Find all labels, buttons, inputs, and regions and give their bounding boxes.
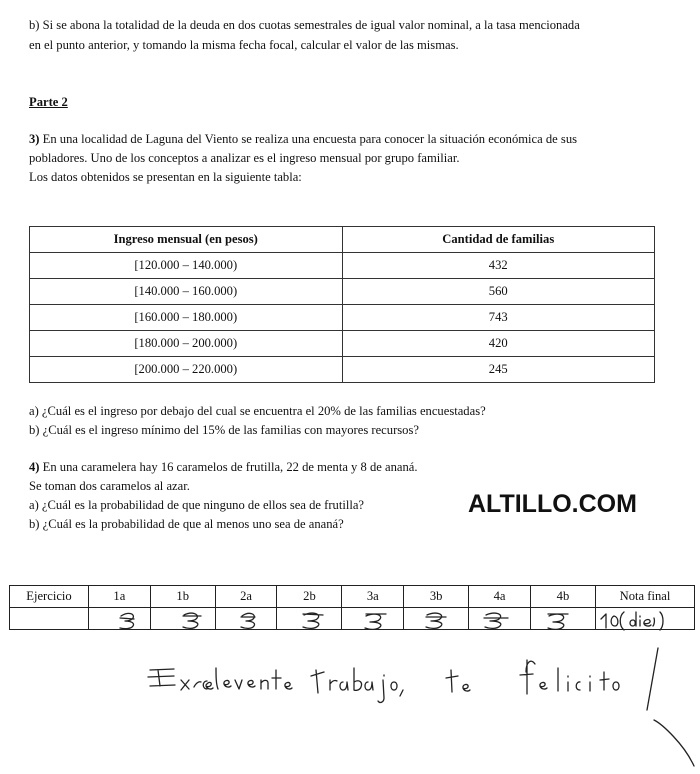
grades-header: 3b: [404, 586, 469, 608]
grade-mark-3b: [426, 613, 446, 628]
grade-mark-1a: [120, 613, 134, 628]
table-cell: 560: [342, 279, 655, 305]
table-cell: 432: [342, 253, 655, 279]
q2b-line2: en el punto anterior, y tomando la misma fecha focal, calcular el valor de las mismas.: [29, 38, 459, 52]
watermark-logo: ALTILLO.COM: [468, 490, 637, 518]
grade-mark-2b: [303, 613, 323, 628]
q3a-text: a) ¿Cuál es el ingreso por debajo del cual se encuentra el 20% de las familias encuestadas?: [29, 404, 486, 418]
grade-mark-4a: [484, 613, 508, 628]
grade-mark-3a: [365, 614, 386, 629]
q3-line2: pobladores. Uno de los conceptos a analizar es el ingreso mensual por grupo familiar.: [29, 151, 460, 165]
grade-mark-1b: [183, 613, 201, 628]
table-cell: [140.000 – 160.000): [30, 279, 343, 305]
table-header: Cantidad de familias: [342, 227, 655, 253]
grades-header: 3a: [342, 586, 404, 608]
grades-header: 1b: [150, 586, 215, 608]
table-cell: [180.000 – 200.000): [30, 331, 343, 357]
q4a-text: a) ¿Cuál es la probabilidad de que ninguno de ellos sea de frutilla?: [29, 498, 365, 512]
table-cell: [200.000 – 220.000): [30, 357, 343, 383]
handwritten-comment: [148, 648, 694, 766]
table-cell: 743: [342, 305, 655, 331]
q4b-text: b) ¿Cuál es la probabilidad de que al menos uno sea de ananá?: [29, 517, 344, 531]
q2b-line1: b) Si se abona la totalidad de la deuda en dos cuotas semestrales de igual valor nominal, a la tasa mencionada: [29, 18, 580, 32]
grades-header: Nota final: [596, 586, 695, 608]
table-header: Ingreso mensual (en pesos): [30, 227, 343, 253]
table-cell: [160.000 – 180.000): [30, 305, 343, 331]
table-cell: [120.000 – 140.000): [30, 253, 343, 279]
grades-header: 4b: [530, 586, 595, 608]
table-cell: 245: [342, 357, 655, 383]
grades-header: 2b: [277, 586, 342, 608]
q3-text: En una localidad de Laguna del Viento se realiza una encuesta para conocer la situación económica de sus: [39, 132, 578, 146]
q4-number: 4): [29, 460, 40, 474]
grades-header: 1a: [89, 586, 151, 608]
grade-mark-2a: [241, 613, 255, 628]
q4-text: En una caramelera hay 16 caramelos de frutilla, 22 de menta y 8 de ananá.: [39, 460, 418, 474]
grades-header: 4a: [469, 586, 531, 608]
grade-mark-4b: [548, 614, 568, 629]
grades-header: Ejercicio: [10, 586, 89, 608]
section-title: Parte 2: [29, 95, 68, 109]
q3-number: 3): [29, 132, 40, 146]
final-grade-mark: [601, 612, 663, 630]
q3-line3: Los datos obtenidos se presentan en la siguiente tabla:: [29, 170, 302, 184]
q4-line2: Se toman dos caramelos al azar.: [29, 479, 190, 493]
table-cell: 420: [342, 331, 655, 357]
grades-header: 2a: [215, 586, 277, 608]
q3b-text: b) ¿Cuál es el ingreso mínimo del 15% de las familias con mayores recursos?: [29, 423, 419, 437]
